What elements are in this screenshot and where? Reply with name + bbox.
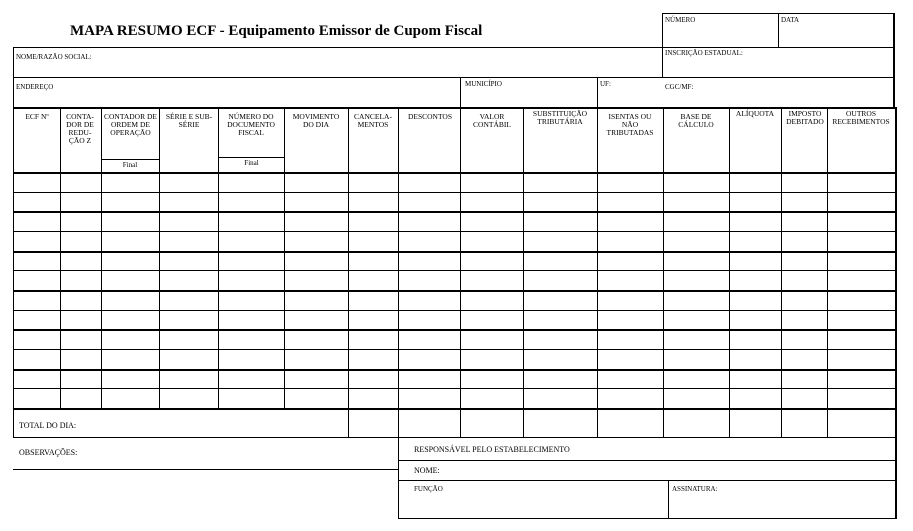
column-header: ISENTAS OU NÃO TRIBUTADAS	[606, 112, 654, 137]
grid-column-line	[60, 107, 61, 408]
column-header: CONTADOR DE ORDEM DE OPERAÇÃO	[104, 112, 157, 137]
table-row	[13, 251, 896, 253]
nome-razao-social-field[interactable]: NOME/RAZÃO SOCIAL:	[16, 53, 92, 61]
observacoes-label: OBSERVAÇÕES:	[19, 448, 78, 457]
final-subheader: Final	[244, 159, 259, 167]
table-row	[13, 349, 896, 350]
grid-column-line	[159, 107, 160, 408]
form-title: MAPA RESUMO ECF - Equipamento Emissor de Cupom Fiscal	[70, 23, 483, 39]
table-row	[13, 290, 896, 292]
column-header: SÉRIE E SUB-SÉRIE	[165, 112, 213, 129]
column-header: BASE DE CÁLCULO	[678, 112, 714, 129]
grid-column-line	[218, 107, 219, 408]
nome-field[interactable]: NOME:	[414, 466, 440, 475]
total-do-dia-label: TOTAL DO DIA:	[19, 421, 77, 430]
table-row	[13, 408, 896, 410]
responsavel-label: RESPONSÁVEL PELO ESTABELECIMENTO	[414, 445, 570, 454]
table-row	[13, 192, 896, 193]
column-header: SUBSTITUIÇÃO TRIBUTÁRIA	[532, 109, 588, 126]
column-header: ECF Nº	[25, 112, 49, 121]
column-header: CONTA-DOR DE REDU-ÇÃO Z	[66, 112, 94, 145]
municipio-field[interactable]: MUNICÍPIO	[465, 80, 502, 88]
column-header: CANCELA-MENTOS	[354, 112, 392, 129]
column-header: MOVIMENTO DO DIA	[292, 112, 340, 129]
grid-column-line	[284, 107, 285, 408]
table-row	[13, 310, 896, 311]
final-subheader: Final	[122, 161, 138, 169]
uf-field[interactable]: UF:	[600, 80, 611, 88]
funcao-field[interactable]: FUNÇÃO	[414, 485, 443, 493]
column-header: OUTROS RECEBIMENTOS	[832, 109, 890, 126]
table-row	[13, 231, 896, 232]
cgc-mf-field[interactable]: CGC/MF:	[665, 83, 694, 91]
data-field[interactable]: DATA	[781, 16, 800, 24]
column-header: IMPOSTO DEBITADO	[786, 109, 824, 126]
column-header: ALÍQUOTA	[735, 109, 775, 118]
column-header: DESCONTOS	[407, 112, 453, 121]
inscricao-estadual-field[interactable]: INSCRIÇÃO ESTADUAL:	[665, 49, 743, 57]
table-row	[13, 388, 896, 389]
table-row	[13, 211, 896, 213]
column-header: NÚMERO DO DOCUMENTO FISCAL	[227, 112, 275, 137]
column-header: VALOR CONTÁBIL	[473, 112, 511, 129]
assinatura-field[interactable]: ASSINATURA:	[672, 485, 718, 493]
numero-field[interactable]: NÚMERO	[665, 16, 696, 24]
table-row	[13, 329, 896, 331]
grid-header-line	[13, 172, 896, 174]
table-row	[13, 369, 896, 371]
grid-column-line	[101, 107, 102, 408]
table-row	[13, 270, 896, 271]
endereco-field[interactable]: ENDEREÇO	[16, 83, 54, 91]
